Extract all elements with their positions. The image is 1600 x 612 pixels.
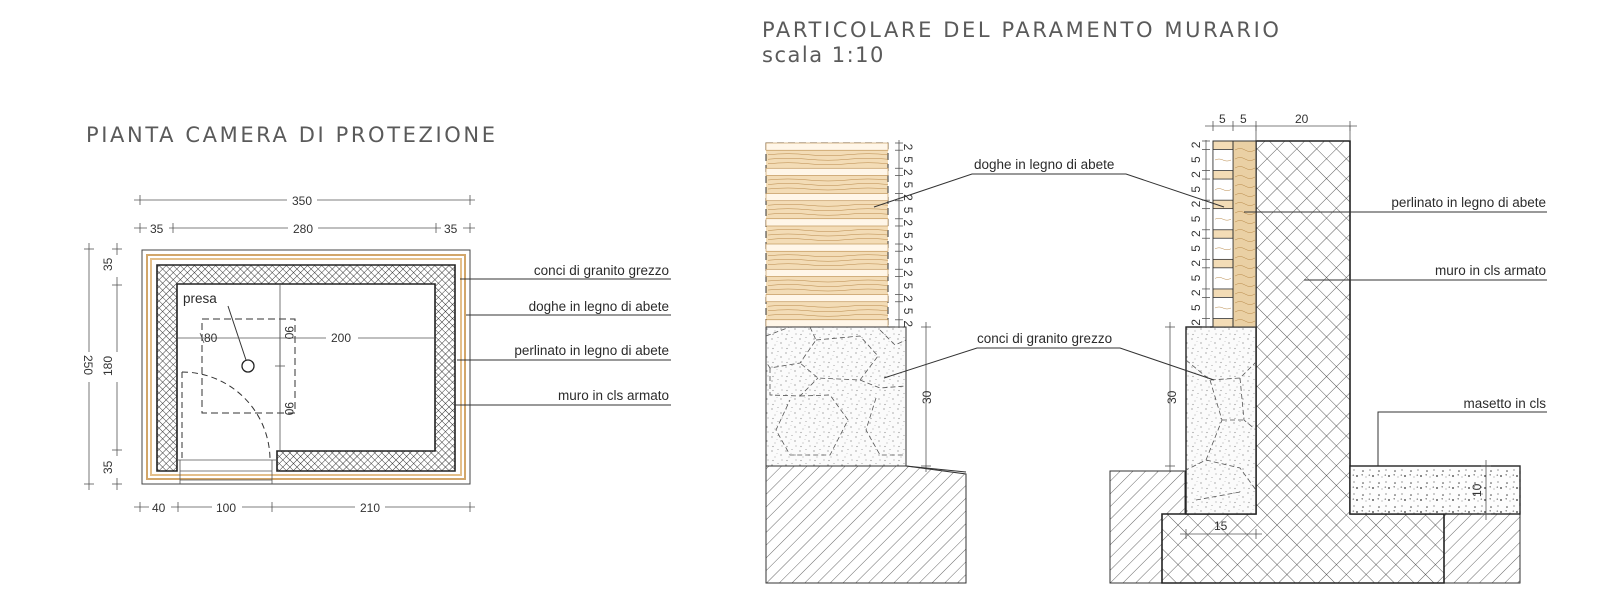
left-stack-value: 5 <box>901 282 915 290</box>
dim-35-left: 35 <box>150 222 164 236</box>
right-stack-labels <box>1189 141 1203 326</box>
dim-top-5b: 5 <box>1240 112 1247 126</box>
right-stack-value: 2 <box>1189 319 1203 326</box>
dim-35-top-v: 35 <box>101 257 115 271</box>
right-stack-value: 5 <box>1189 156 1203 164</box>
detail-label-paneling: perlinato in legno di abete <box>1391 195 1546 210</box>
left-stack-value: 5 <box>901 232 915 239</box>
dim-top-20: 20 <box>1295 112 1309 126</box>
left-stack-value: 5 <box>901 257 915 264</box>
dim-inner-200 <box>178 331 435 345</box>
plan-label-boards: doghe in legno di abete <box>528 299 669 314</box>
left-dim-30 <box>906 322 966 472</box>
detail-label-boards: doghe in legno di abete <box>974 157 1115 172</box>
dim-200: 200 <box>331 331 352 345</box>
detail-label-screed: masetto in cls <box>1463 396 1546 411</box>
left-stack-value: 2 <box>901 168 915 176</box>
left-stack-labels <box>901 144 915 328</box>
right-stack-value: 2 <box>1189 141 1203 149</box>
dims-bottom <box>134 500 475 515</box>
left-granite <box>766 327 906 466</box>
right-ground-b <box>1444 514 1520 583</box>
left-stack-value: 2 <box>901 244 915 252</box>
dim-35-right: 35 <box>444 222 458 236</box>
right-stack-value: 2 <box>1189 200 1203 208</box>
right-stack-value: 5 <box>1189 215 1203 223</box>
top-dims <box>1205 121 1357 141</box>
left-stack-value: 2 <box>901 219 915 227</box>
right-stack-value: 5 <box>1189 245 1203 252</box>
left-stack-value: 5 <box>901 156 915 163</box>
dim-35-bottom-v: 35 <box>101 460 115 474</box>
right-stack-value: 5 <box>1189 185 1203 193</box>
plan-label-paneling: perlinato in legno di abete <box>514 343 669 358</box>
plan-label-concrete: muro in cls armato <box>557 388 669 403</box>
right-paneling <box>1213 141 1256 327</box>
left-dim-30-label: 30 <box>920 390 934 404</box>
left-stack-value: 5 <box>901 181 915 189</box>
dim-socket-vertical <box>275 319 296 416</box>
detail-scale: scala 1:10 <box>762 43 885 67</box>
dim-40: 40 <box>152 501 166 515</box>
right-dim-30-label: 30 <box>1165 390 1179 404</box>
socket-icon <box>242 360 254 372</box>
dim-screed-10: 10 <box>1470 483 1484 497</box>
socket-leader <box>228 306 246 360</box>
dim-bottom-15: 15 <box>1214 519 1228 533</box>
right-stack-value: 2 <box>1189 289 1203 297</box>
left-stack-value: 2 <box>901 269 915 277</box>
dim-90-bottom: 90 <box>282 402 296 416</box>
detail-label-concrete: muro in cls armato <box>1434 263 1546 278</box>
left-stack-value: 5 <box>901 206 915 214</box>
left-stack-value: 5 <box>901 307 915 315</box>
plan-leaders <box>455 279 671 405</box>
right-stack-value: 2 <box>1189 259 1203 267</box>
left-stack-value: 2 <box>901 143 915 151</box>
dim-180: 180 <box>101 355 115 376</box>
left-boards <box>766 143 888 327</box>
plan-outline <box>142 250 470 484</box>
door-swing <box>182 372 270 460</box>
right-stack-value: 5 <box>1189 304 1203 311</box>
dim-350: 350 <box>292 194 313 208</box>
dim-280: 280 <box>293 222 314 236</box>
right-stack-value: 5 <box>1189 274 1203 282</box>
dim-210: 210 <box>360 501 381 515</box>
right-stack-value: 2 <box>1189 230 1203 237</box>
screed <box>1350 466 1520 514</box>
dim-250: 250 <box>81 355 95 376</box>
dim-100: 100 <box>216 501 237 515</box>
plan-title: PIANTA CAMERA DI PROTEZIONE <box>86 123 498 147</box>
left-stack-value: 2 <box>901 320 915 328</box>
plan-inner-lines <box>177 284 280 484</box>
dim-80: 80 <box>204 331 218 345</box>
socket-label: presa <box>183 291 217 306</box>
dims-left <box>81 243 124 490</box>
detail-title: PARTICOLARE DEL PARAMENTO MURARIO <box>762 18 1282 42</box>
dim-top-5a: 5 <box>1219 112 1226 126</box>
plan-label-granite: conci di granito grezzo <box>533 263 669 278</box>
left-stack-value: 2 <box>901 295 915 302</box>
dim-90-top: 90 <box>282 326 296 340</box>
dims-top <box>134 192 475 236</box>
left-stack-value: 2 <box>901 194 915 201</box>
detail-label-granite: conci di granito grezzo <box>977 331 1113 346</box>
right-dim-stack <box>1202 140 1210 328</box>
left-ground <box>766 466 966 583</box>
right-granite <box>1186 327 1256 514</box>
right-stack-value: 2 <box>1189 171 1203 178</box>
